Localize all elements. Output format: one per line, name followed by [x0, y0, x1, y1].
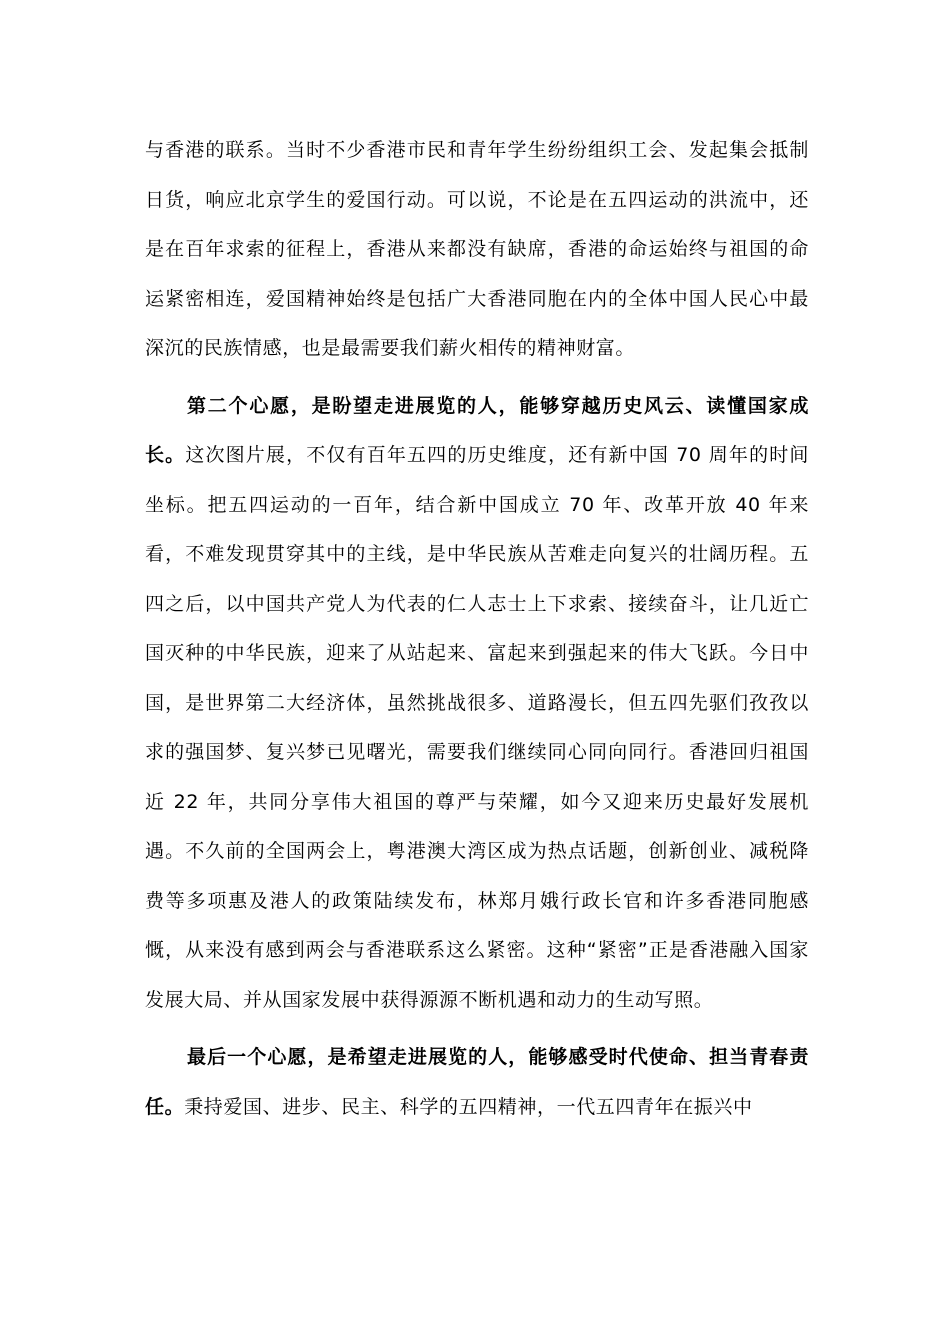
paragraph-1-text: 与香港的联系。当时不少香港市民和青年学生纷纷组织工会、发起集会抵制日货，响应北京学生的爱国行动。可以说，不论是在五四运动的洪流中，还是在百年求索的征程上，香港从来都没有缺席，香港的命运始终与祖国的命运紧密相连，爱国精神始终是包括广大香港同胞在内的全体中国人民心中最深沉的民族情感，也是最需要我们薪火相传的精神财富。 [145, 139, 809, 359]
paragraph-2 [145, 382, 809, 1026]
paragraph-2-text: 这次图片展，不仅有百年五四的历史维度，还有新中国 70 周年的时间坐标。把五四运动的一百年，结合新中国成立 70 年、改革开放 40 年来看，不难发现贯穿其中的主线，是中华民族从苦难走向复兴的壮阔历程。五四之后，以中国共产党人为代表的仁人志士上下求索、接续奋斗，让几近亡国灭种的中华民族，迎来了从站起来、富起来到强起来的伟大飞跃。今日中国，是世界第二大经济体，虽然挑战很多、道路漫长，但五四先驱们孜孜以求的强国梦、复兴梦已见曙光，需要我们继续同心同向同行。香港回归祖国近 22 年，共同分享伟大祖国的尊严与荣耀，如今又迎来历史最好发展机遇。不久前的全国两会上，粤港澳大湾区成为热点话题，创新创业、减税降费等多项惠及港人的政策陆续发布，林郑月娥行政长官和许多香港同胞感慨，从来没有感到两会与香港联系这么紧密。这种“紧密”正是香港融入国家发展大局、并从国家发展中获得源源不断机遇和动力的生动写照。 [145, 444, 809, 1011]
paragraph-1 [145, 126, 809, 374]
paragraph-3-text: 秉持爱国、进步、民主、科学的五四精神，一代五四青年在振兴中 [184, 1095, 753, 1118]
document-body [145, 126, 809, 1140]
paragraph-3 [145, 1033, 809, 1132]
paragraph-3-lead: 最后一个心愿，是希望走进展览的人，能够感受时代使命、担当青春责任。 [145, 1046, 809, 1118]
paragraph-2-lead: 第二个心愿，是盼望走进展览的人，能够穿越历史风云、读懂国家成长。 [145, 394, 809, 466]
